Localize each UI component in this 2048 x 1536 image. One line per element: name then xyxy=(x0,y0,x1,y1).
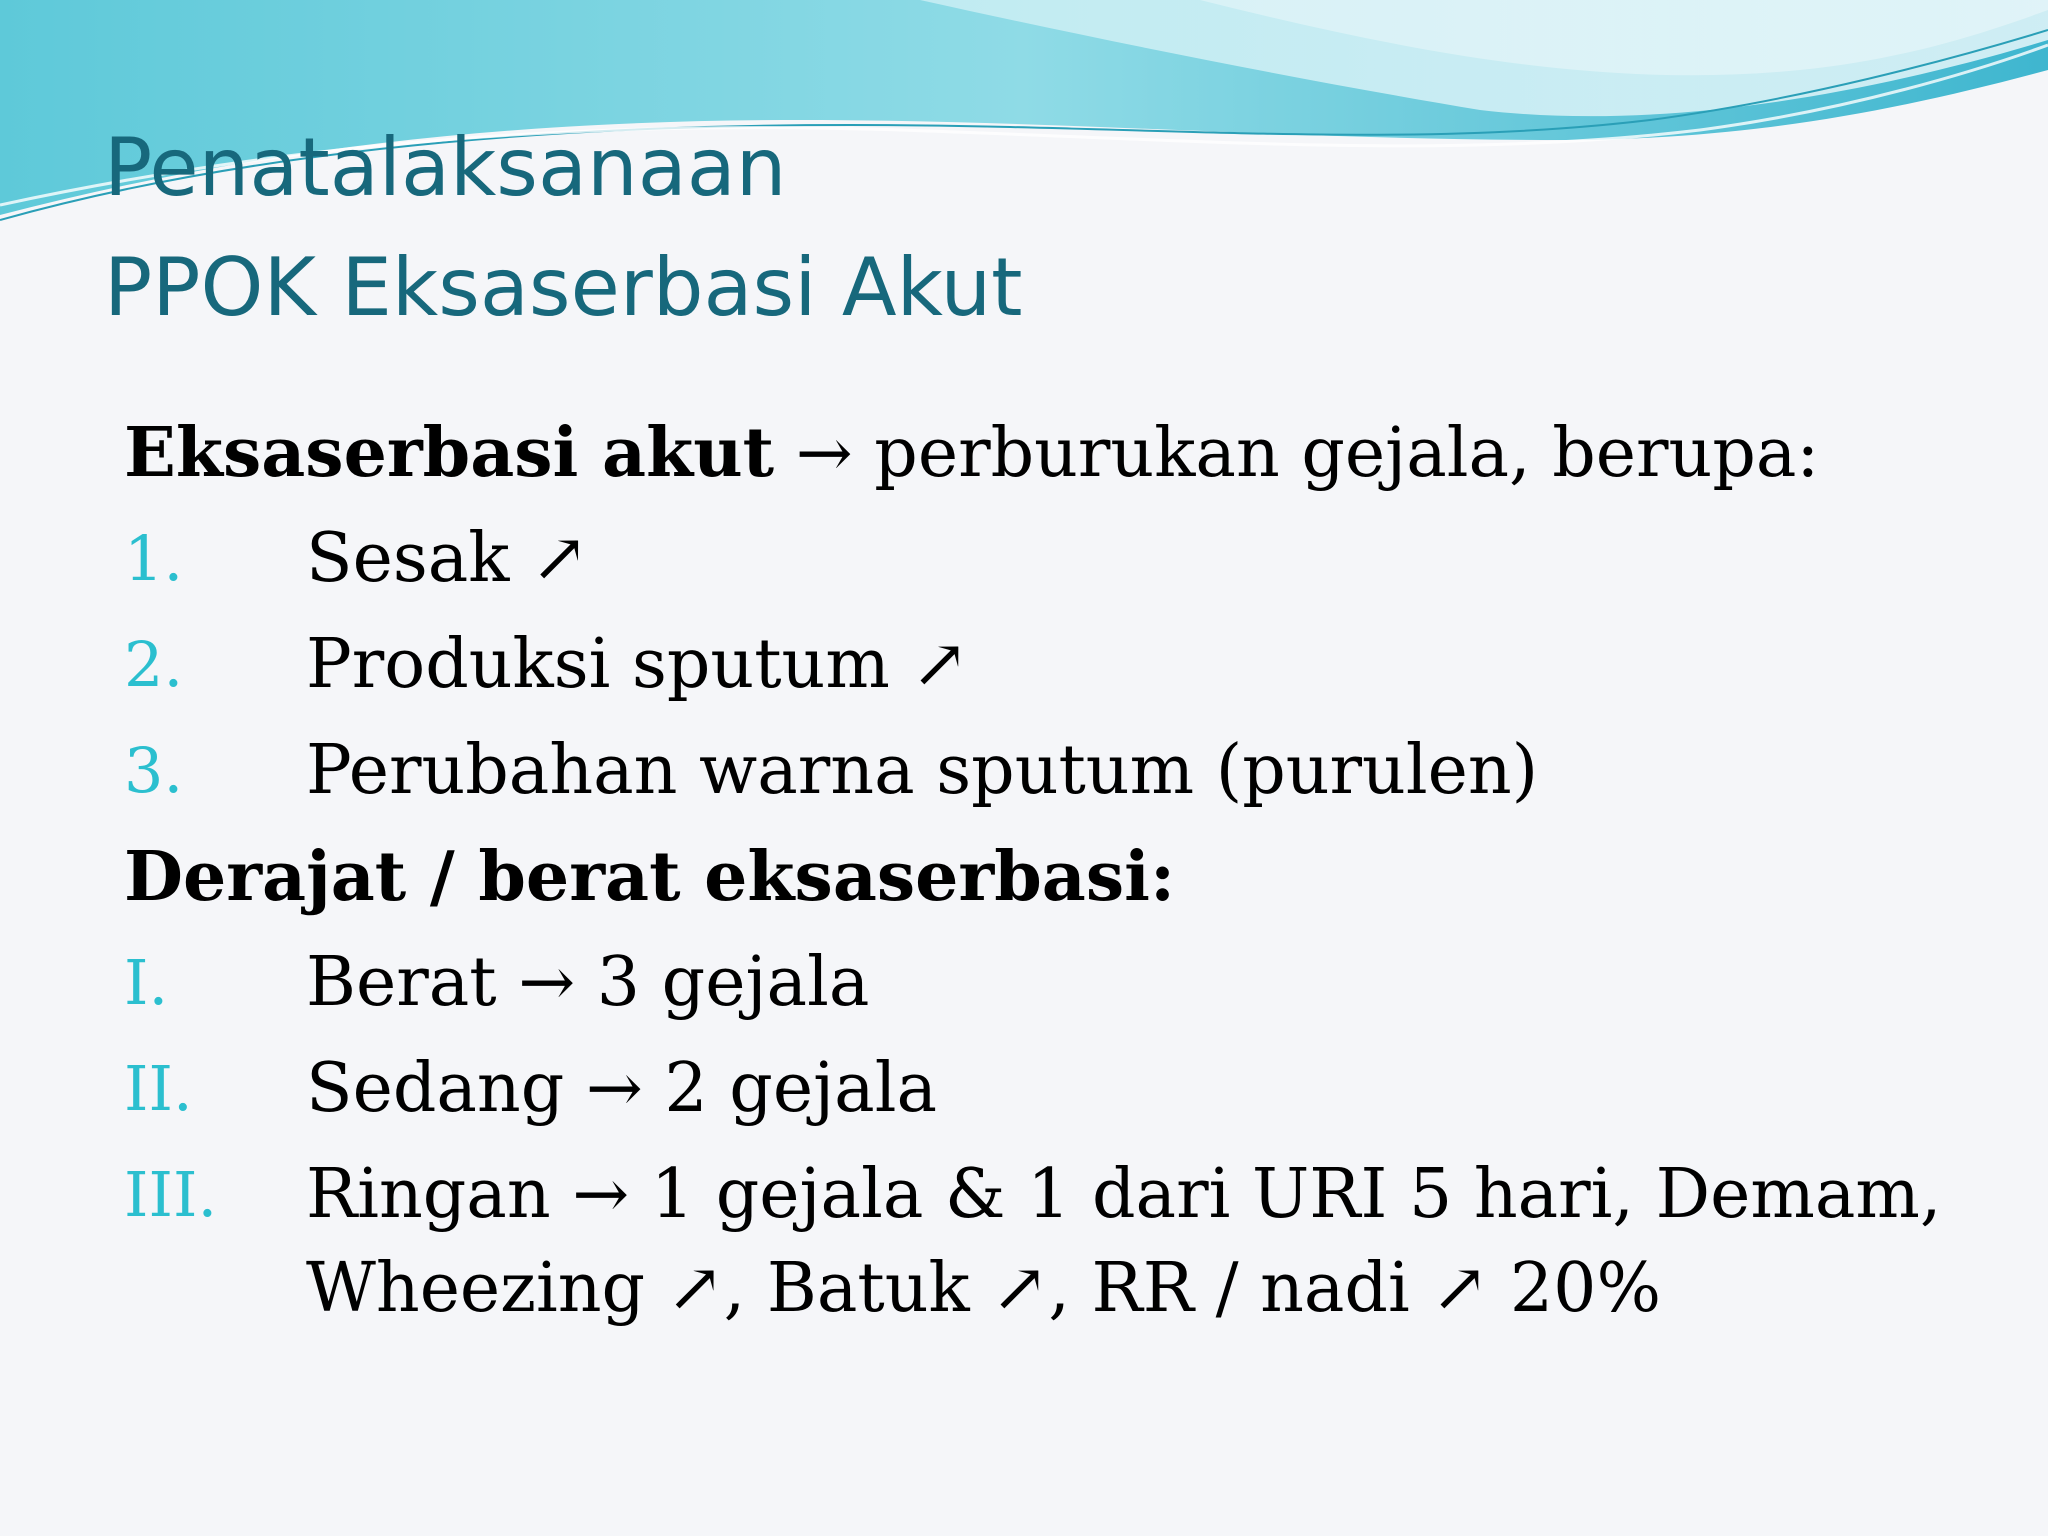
list-text-line-1: Ringan → 1 gejala & 1 dari URI 5 hari, Demam, xyxy=(306,1155,1942,1234)
list-text: Produksi sputum ↗ xyxy=(306,625,969,704)
list-number: 2. xyxy=(124,628,184,701)
list-number: III. xyxy=(124,1158,218,1231)
list-number: I. xyxy=(124,946,169,1019)
list-item xyxy=(124,1142,1964,1336)
list-text: Perubahan warna sputum (purulen) xyxy=(306,731,1539,810)
degree-heading xyxy=(124,824,1964,930)
list-text: Sedang → 2 gejala xyxy=(306,1049,937,1128)
intro-bold-term: Eksaserbasi akut xyxy=(124,413,775,493)
list-text-line-2: Wheezing ↗, Batuk ↗, RR / nadi ↗ 20% xyxy=(306,1249,1662,1328)
list-item xyxy=(124,930,1964,1036)
list-item xyxy=(124,612,1964,718)
intro-line xyxy=(124,400,1964,506)
list-number: II. xyxy=(124,1052,193,1125)
list-text: Berat → 3 gejala xyxy=(306,943,870,1022)
list-item xyxy=(124,506,1964,612)
list-item xyxy=(124,718,1964,824)
intro-text: → perburukan gejala, berupa: xyxy=(774,414,1820,493)
title-line-1: Penatalaksanaan xyxy=(104,121,787,214)
list-text: Sesak ↗ xyxy=(306,519,589,598)
list-item xyxy=(124,1036,1964,1142)
list-number: 3. xyxy=(124,734,184,807)
title-line-2: PPOK Eksaserbasi Akut xyxy=(104,241,1023,334)
list-number: 1. xyxy=(124,522,184,595)
slide-body xyxy=(124,400,1964,1336)
degree-heading-text: Derajat / berat eksaserbasi: xyxy=(124,837,1176,917)
slide-title xyxy=(104,108,1023,348)
